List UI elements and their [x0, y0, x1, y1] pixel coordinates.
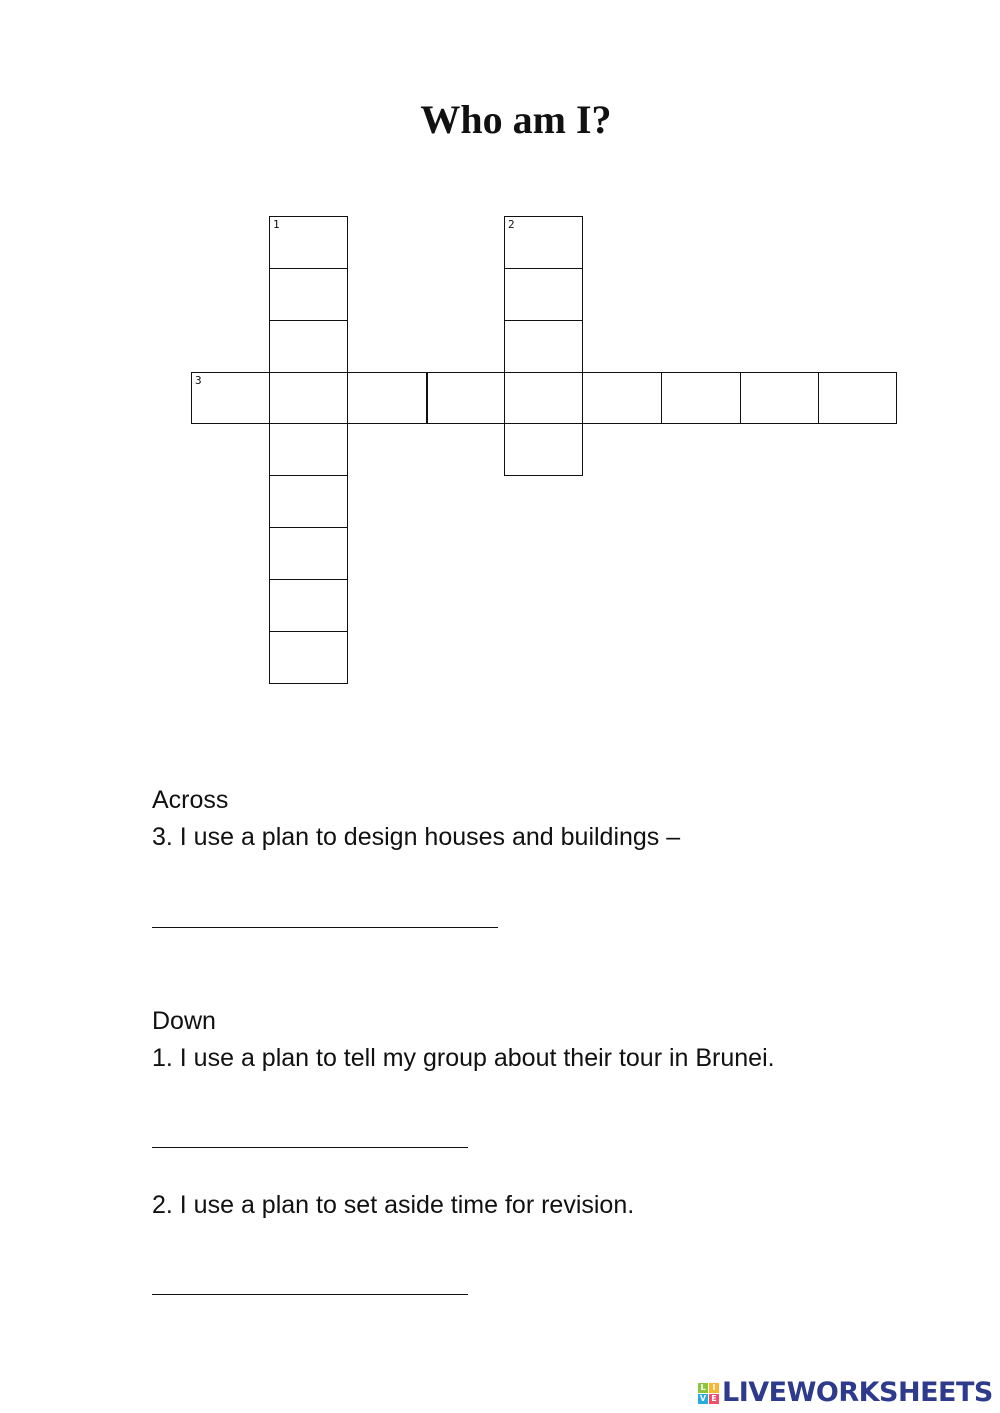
answer-line-down-1[interactable] [152, 1147, 468, 1148]
crossword-cell-across3-8[interactable] [740, 372, 819, 424]
down-clue-2: 2. I use a plan to set aside time for revision. [152, 1191, 635, 1219]
down-heading: Down [152, 1007, 216, 1035]
logo-tile-i: I [709, 1383, 719, 1393]
crossword-cell-across3-7[interactable] [661, 372, 741, 424]
crossword-cell-down1-3[interactable] [269, 320, 348, 373]
crossword-cell-down1-8[interactable] [269, 579, 348, 632]
crossword-cell-across3-5[interactable] [504, 372, 583, 424]
clue-number-2: 2 [508, 218, 515, 231]
crossword-cell-down1-5[interactable] [269, 423, 348, 476]
logo-tile-l: L [698, 1383, 708, 1393]
crossword-cell-across3-2[interactable] [269, 372, 348, 424]
answer-line-down-2[interactable] [152, 1294, 468, 1295]
worksheet-title: Who am I? [420, 97, 612, 142]
answer-line-across-3[interactable] [152, 927, 498, 928]
liveworksheets-logo [698, 1378, 993, 1408]
crossword-cell-down1-6[interactable] [269, 475, 348, 528]
crossword-cell-across3-4[interactable] [426, 372, 505, 424]
logo-tile-v: V [699, 1393, 707, 1403]
across-heading: Across [152, 786, 229, 814]
across-clue-3: 3. I use a plan to design houses and buildings – [152, 823, 681, 851]
clue-number-1: 1 [273, 218, 280, 231]
crossword-cell-across3-3[interactable] [347, 372, 427, 424]
crossword-cell-across3-9[interactable] [818, 372, 897, 424]
crossword-cell-down2-2[interactable] [504, 268, 583, 321]
crossword-cell-down1-1[interactable] [269, 216, 348, 269]
down-clue-1: 1. I use a plan to tell my group about their tour in Brunei. [152, 1044, 775, 1072]
crossword-cell-down2-5[interactable] [504, 423, 583, 476]
crossword-cell-across3-1[interactable] [191, 372, 270, 424]
liveworksheets-logo-text: LIVEWORKSHEETS [722, 1377, 993, 1408]
clue-number-3: 3 [195, 374, 202, 387]
logo-tile-e: E [709, 1394, 719, 1404]
crossword-cell-down2-1[interactable] [504, 216, 583, 269]
crossword-cell-down1-7[interactable] [269, 527, 348, 580]
crossword-cell-across3-6[interactable] [582, 372, 662, 424]
crossword-cell-down2-3[interactable] [504, 320, 583, 373]
crossword-cell-down1-2[interactable] [269, 268, 348, 321]
liveworksheets-logo-icon [698, 1383, 719, 1404]
crossword-cell-down1-9[interactable] [269, 631, 348, 684]
